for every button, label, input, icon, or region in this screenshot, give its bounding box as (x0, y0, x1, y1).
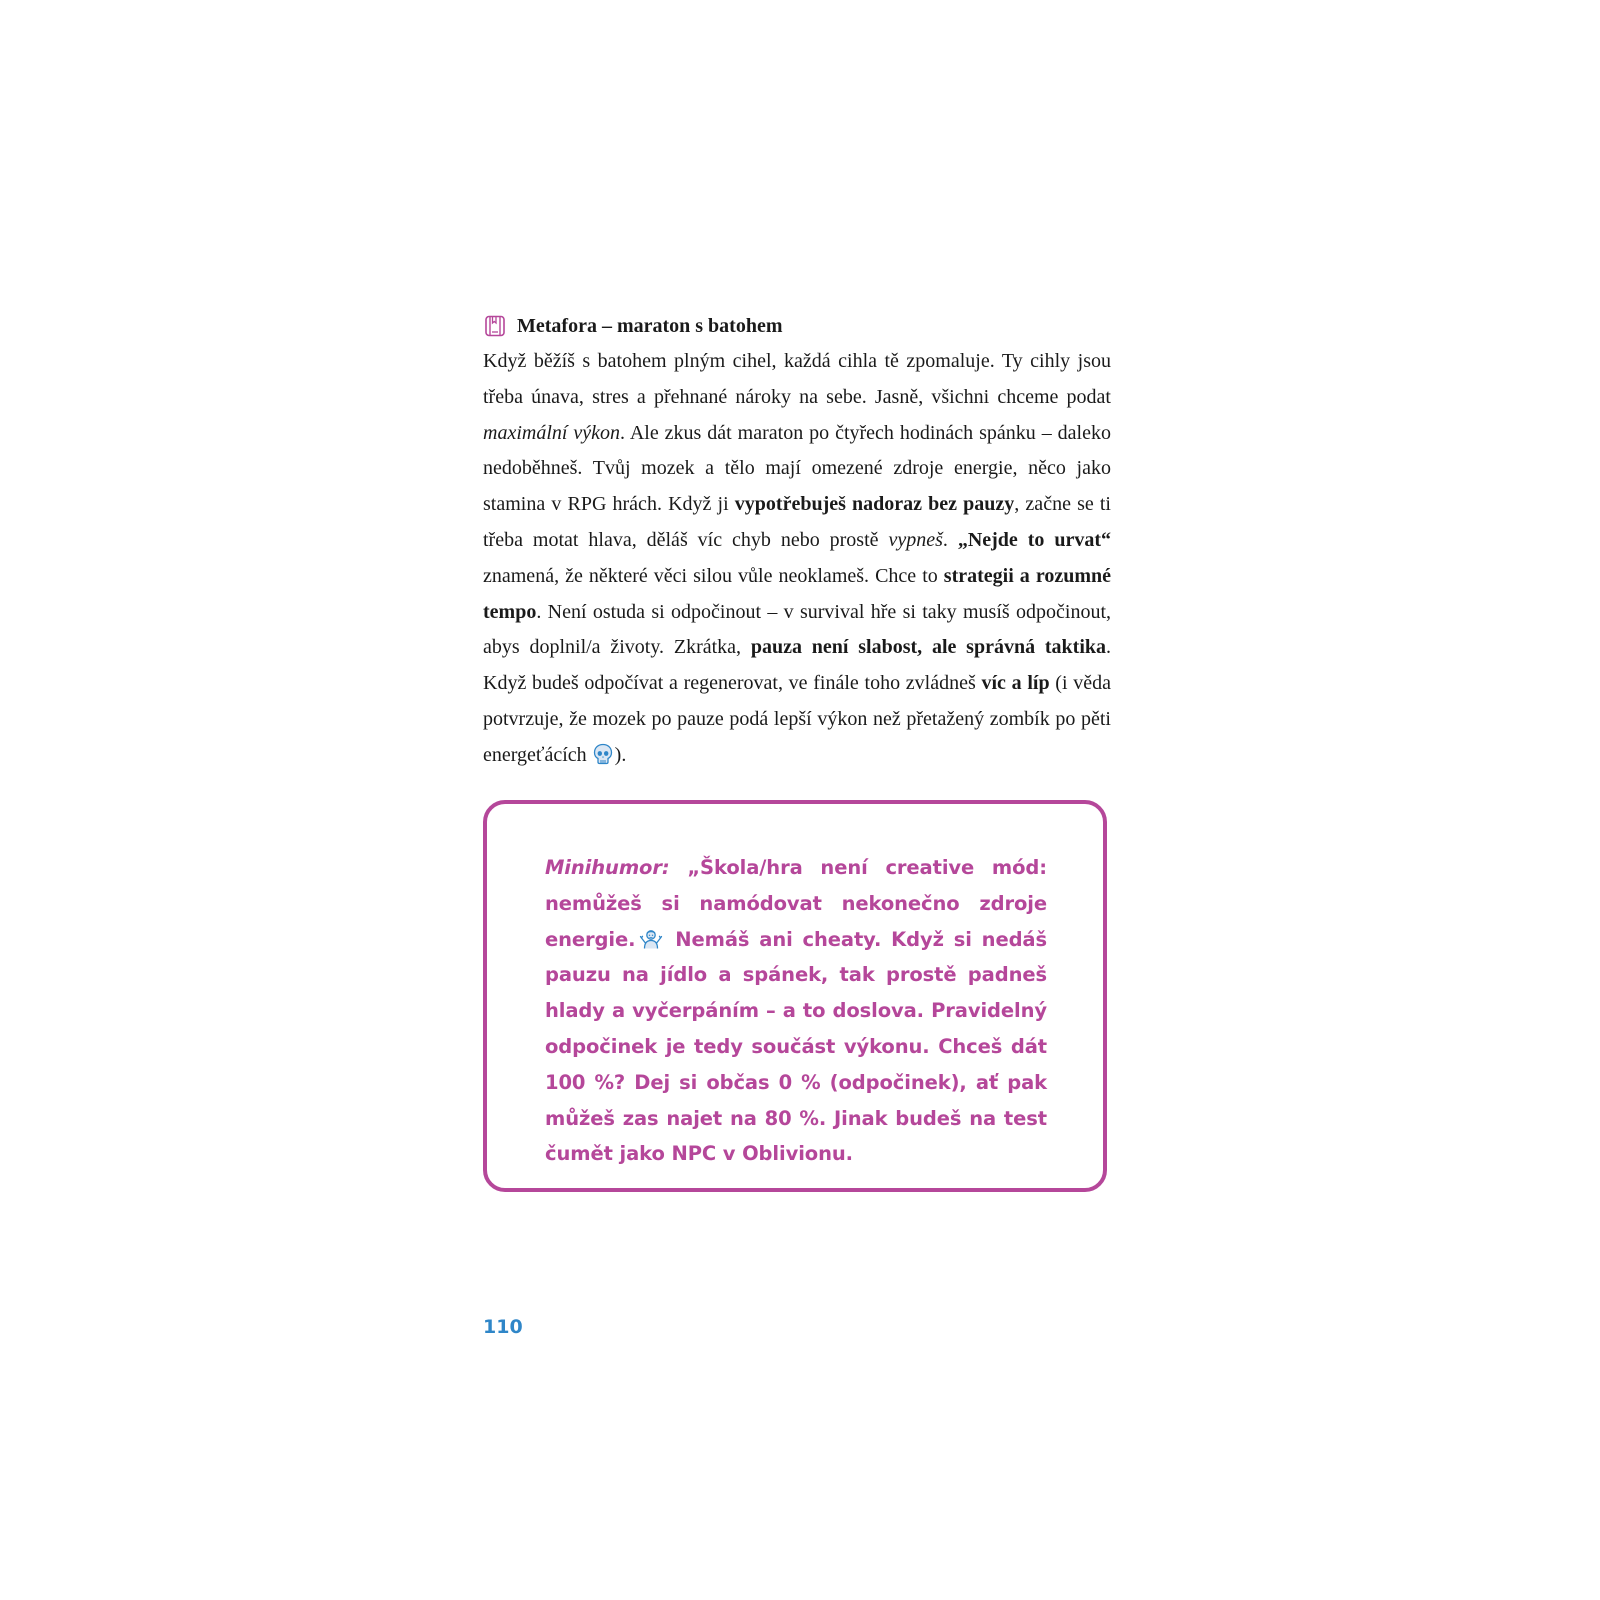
minihumor-box (483, 800, 1107, 1192)
minihumor-label: Minihumor: (545, 856, 670, 879)
bold-run: pauza není slabost, ale správná taktika (750, 636, 1106, 659)
text-run: . Není ostuda si odpočinout – v survival hře si taky musíš odpočinout, abys doplnil/a životy. Zkrátka, (483, 600, 1111, 659)
bold-run: víc a líp (981, 672, 1050, 695)
text-run: Nemáš ani cheaty. Když si nedáš pauzu na jídlo a spánek, tak prostě padneš hlady a vyčerpáním – a to doslova. Pravidelný odpočinek je tedy součást výkonu. (545, 927, 1047, 1058)
text-run: znamená, že některé věci silou vůle neoklameš. Chce to (483, 564, 944, 587)
skull-icon (591, 742, 615, 766)
text-run: . Když budeš odpočívat a regenerovat, ve finále toho zvládneš (483, 636, 1111, 695)
text-run: . Ale zkus dát maraton po čtyřech hodinách spánku – daleko nedoběhneš. Tvůj mozek a tělo mají omezené zdroje energie, něco jako stamina v RPG hrách. Když ji (483, 421, 1111, 516)
text-run: Jinak budeš na test čumět jako NPC v Oblivionu. (545, 1106, 1047, 1166)
italic-run: maximální výkon (483, 421, 621, 444)
page-number: 110 (483, 1316, 523, 1338)
bold-run: strategii a rozumné tempo (483, 564, 1111, 623)
text-run: „Škola/hra není creative mód: nemůžeš si namódovat nekonečno zdroje energie. (545, 856, 1047, 951)
shrugging-person-icon (639, 927, 663, 951)
italic-run: vypneš (888, 528, 943, 551)
section-heading (483, 310, 1111, 342)
heading-text: Metafora – maraton s batohem (517, 315, 783, 337)
metaphor-section (483, 310, 1111, 774)
text-run: (i věda potvrzuje, že mozek po pauze podá lepší výkon než přetažený zombík po pěti energeťácích (483, 672, 1111, 766)
strong-run: Chceš dát 100 %? Dej si občas 0 % (odpočinek), ať pak můžeš zas najet na 80 %. (545, 1034, 1048, 1130)
bold-run: vypotřebuješ nadoraz bez pauzy (734, 493, 1015, 516)
minihumor-paragraph (545, 850, 1047, 1172)
text-run: ). (614, 743, 627, 766)
metaphor-paragraph (483, 344, 1111, 774)
text-run: . (942, 528, 958, 551)
text-run: , začne se ti třeba motat hlava, děláš víc chyb nebo prostě (483, 493, 1111, 551)
bold-run: „Nejde to urvat“ (957, 528, 1111, 551)
book-bookmark-icon (483, 314, 507, 338)
text-run: Když běžíš s batohem plným cihel, každá cihla tě zpomaluje. Ty cihly jsou třeba únava, stres a přehnané nároky na sebe. Jasně, všichni chceme podat (483, 350, 1111, 408)
